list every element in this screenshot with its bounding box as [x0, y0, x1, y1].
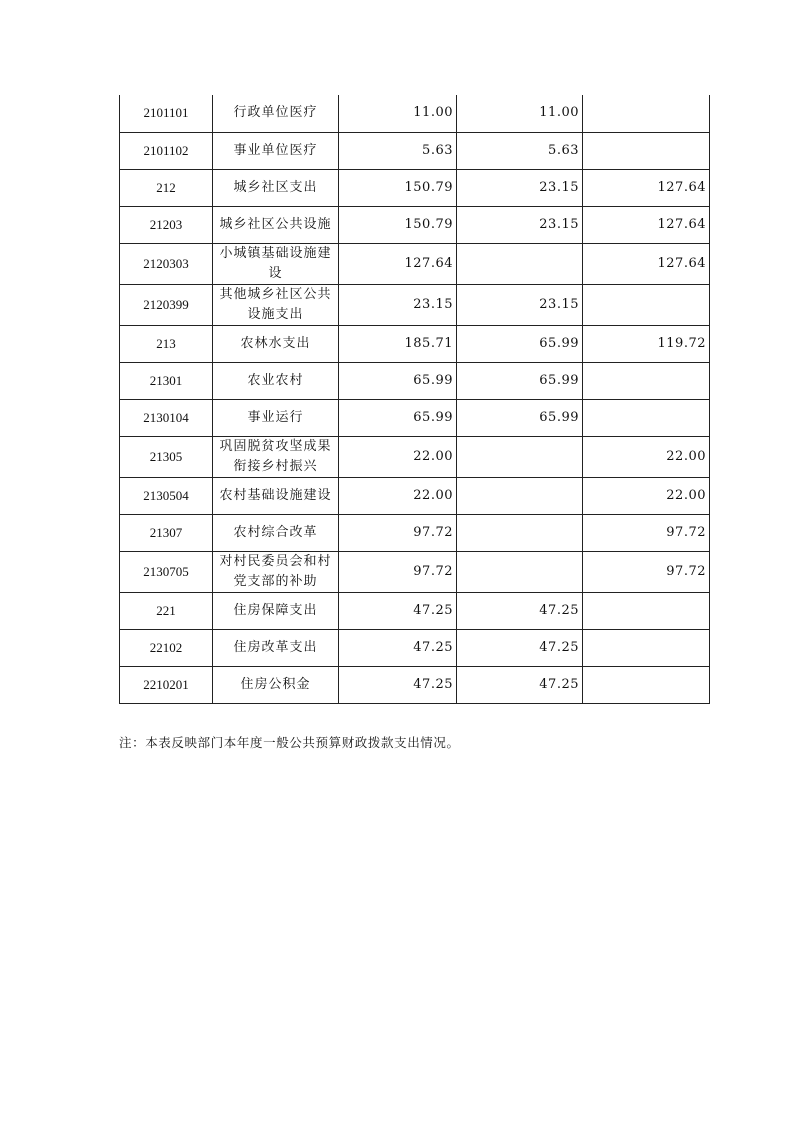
total-amount: 23.15: [339, 284, 457, 325]
subject-name: 农村基础设施建设: [213, 477, 339, 514]
subject-name: 农村综合改革: [213, 514, 339, 551]
basic-expenditure: [457, 243, 583, 284]
table-row: [120, 514, 710, 551]
total-amount: 150.79: [339, 169, 457, 206]
table-row: [120, 551, 710, 592]
subject-code: 2130705: [120, 551, 213, 592]
basic-expenditure: 11.00: [457, 95, 583, 132]
total-amount: 47.25: [339, 666, 457, 703]
table-row: [120, 132, 710, 169]
subject-code: 2130104: [120, 399, 213, 436]
subject-code: 22102: [120, 629, 213, 666]
project-expenditure: [583, 132, 710, 169]
table-row: [120, 243, 710, 284]
subject-name: 巩固脱贫攻坚成果衔接乡村振兴: [213, 436, 339, 477]
total-amount: 65.99: [339, 362, 457, 399]
project-expenditure: 127.64: [583, 169, 710, 206]
subject-code: 2101102: [120, 132, 213, 169]
subject-code: 2120303: [120, 243, 213, 284]
subject-name: 对村民委员会和村党支部的补助: [213, 551, 339, 592]
table-row: [120, 436, 710, 477]
basic-expenditure: 23.15: [457, 284, 583, 325]
total-amount: 97.72: [339, 551, 457, 592]
project-expenditure: 97.72: [583, 514, 710, 551]
total-amount: 47.25: [339, 629, 457, 666]
subject-name: 住房公积金: [213, 666, 339, 703]
basic-expenditure: 65.99: [457, 325, 583, 362]
basic-expenditure: 47.25: [457, 629, 583, 666]
total-amount: 22.00: [339, 436, 457, 477]
total-amount: 185.71: [339, 325, 457, 362]
subject-name: 其他城乡社区公共设施支出: [213, 284, 339, 325]
table-row: [120, 629, 710, 666]
project-expenditure: 22.00: [583, 436, 710, 477]
table-footnote: 注：本表反映部门本年度一般公共预算财政拨款支出情况。: [119, 735, 460, 750]
subject-name: 住房保障支出: [213, 592, 339, 629]
subject-code: 2210201: [120, 666, 213, 703]
project-expenditure: [583, 666, 710, 703]
table-row: [120, 592, 710, 629]
subject-name: 城乡社区公共设施: [213, 206, 339, 243]
subject-name: 小城镇基础设施建设: [213, 243, 339, 284]
basic-expenditure: 23.15: [457, 169, 583, 206]
subject-name: 事业运行: [213, 399, 339, 436]
subject-name: 城乡社区支出: [213, 169, 339, 206]
subject-code: 21301: [120, 362, 213, 399]
basic-expenditure: 65.99: [457, 399, 583, 436]
project-expenditure: [583, 95, 710, 132]
basic-expenditure: 47.25: [457, 666, 583, 703]
table-row: [120, 666, 710, 703]
total-amount: 127.64: [339, 243, 457, 284]
subject-code: 213: [120, 325, 213, 362]
subject-code: 221: [120, 592, 213, 629]
total-amount: 22.00: [339, 477, 457, 514]
project-expenditure: 22.00: [583, 477, 710, 514]
subject-code: 212: [120, 169, 213, 206]
basic-expenditure: [457, 477, 583, 514]
total-amount: 11.00: [339, 95, 457, 132]
basic-expenditure: 23.15: [457, 206, 583, 243]
subject-code: 21203: [120, 206, 213, 243]
basic-expenditure: [457, 514, 583, 551]
expenditure-table: [119, 95, 710, 704]
basic-expenditure: [457, 551, 583, 592]
project-expenditure: [583, 629, 710, 666]
subject-name: 行政单位医疗: [213, 95, 339, 132]
subject-code: 2120399: [120, 284, 213, 325]
table-row: [120, 399, 710, 436]
table-row: [120, 169, 710, 206]
table-row: [120, 284, 710, 325]
project-expenditure: [583, 399, 710, 436]
subject-code: 2130504: [120, 477, 213, 514]
table-row: [120, 325, 710, 362]
basic-expenditure: 47.25: [457, 592, 583, 629]
total-amount: 97.72: [339, 514, 457, 551]
total-amount: 150.79: [339, 206, 457, 243]
total-amount: 47.25: [339, 592, 457, 629]
project-expenditure: [583, 362, 710, 399]
subject-name: 农业农村: [213, 362, 339, 399]
total-amount: 5.63: [339, 132, 457, 169]
project-expenditure: 127.64: [583, 243, 710, 284]
subject-name: 住房改革支出: [213, 629, 339, 666]
table-row: [120, 477, 710, 514]
project-expenditure: [583, 284, 710, 325]
subject-code: 21305: [120, 436, 213, 477]
subject-name: 农林水支出: [213, 325, 339, 362]
table-row: [120, 206, 710, 243]
subject-code: 2101101: [120, 95, 213, 132]
table-row: [120, 362, 710, 399]
project-expenditure: 97.72: [583, 551, 710, 592]
subject-name: 事业单位医疗: [213, 132, 339, 169]
project-expenditure: 119.72: [583, 325, 710, 362]
expenditure-table-container: [119, 95, 709, 704]
basic-expenditure: 5.63: [457, 132, 583, 169]
basic-expenditure: 65.99: [457, 362, 583, 399]
basic-expenditure: [457, 436, 583, 477]
table-row: [120, 95, 710, 132]
total-amount: 65.99: [339, 399, 457, 436]
subject-code: 21307: [120, 514, 213, 551]
project-expenditure: [583, 592, 710, 629]
project-expenditure: 127.64: [583, 206, 710, 243]
